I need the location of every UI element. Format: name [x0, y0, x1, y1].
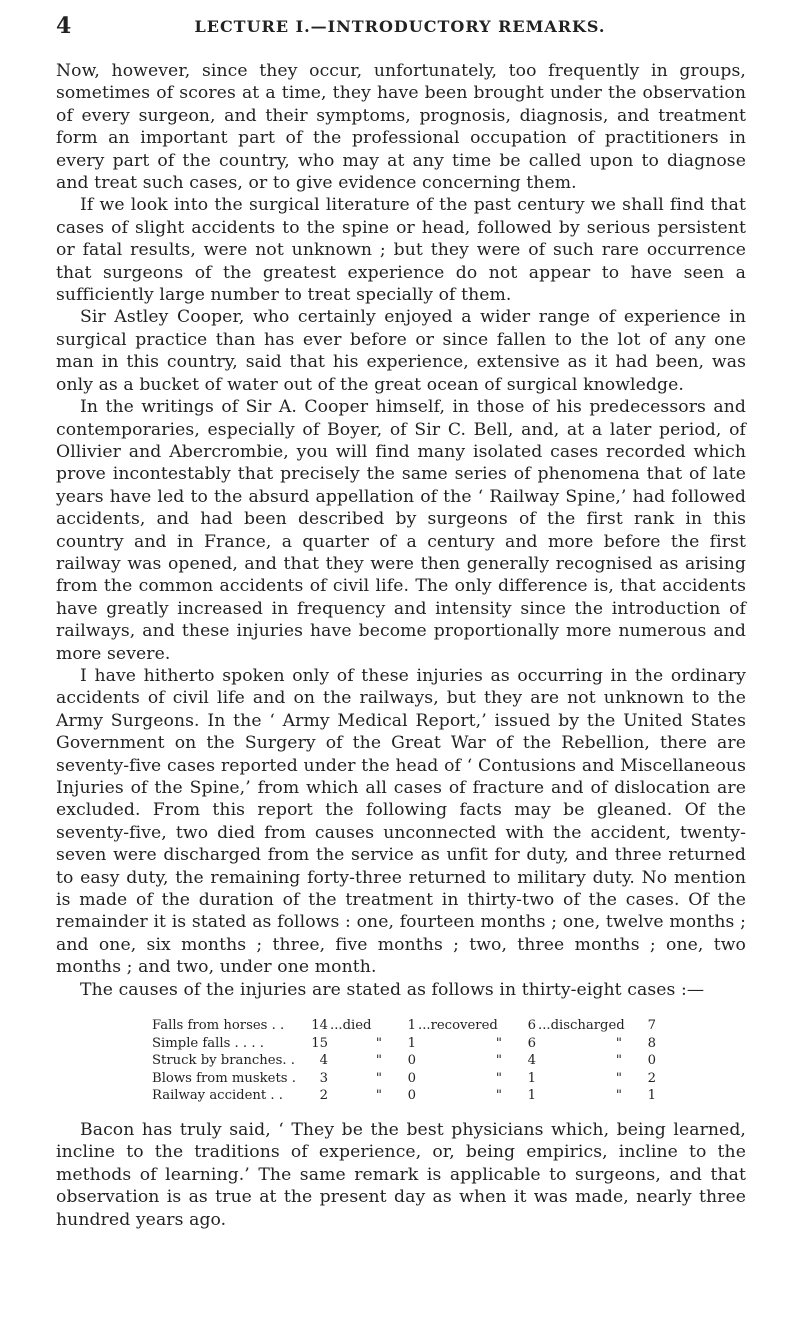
total-count: 2	[319, 1088, 328, 1104]
died-count: 0	[407, 1053, 416, 1069]
died-count: 1	[407, 1035, 416, 1051]
table-row	[152, 1070, 746, 1088]
cause-label: Simple falls . . . .	[152, 1035, 264, 1051]
paragraph: Sir Astley Cooper, who certainly enjoyed a wider range of experience in surgical practice than has ever before or since fallen to the lot of any one man in this country, said that his experience, extensive as it had been, was only as a bucket of water out of the great ocean of surgical knowledge.	[56, 307, 746, 395]
page-number: 4	[56, 13, 72, 39]
discharged-count: 8	[647, 1035, 656, 1051]
discharged-count: 7	[647, 1018, 656, 1034]
ditto-mark: "	[495, 1035, 502, 1051]
died-count: 1	[407, 1018, 416, 1034]
ditto-mark: "	[375, 1088, 382, 1104]
total-count: 3	[319, 1070, 328, 1086]
discharged-word: ...discharged	[538, 1018, 625, 1034]
running-title: LECTURE I.—INTRODUCTORY REMARKS.	[194, 16, 606, 36]
ditto-mark: "	[375, 1070, 382, 1086]
recovered-count: 1	[527, 1070, 536, 1086]
died-count: 0	[407, 1070, 416, 1086]
discharged-count: 2	[647, 1070, 656, 1086]
total-count: 4	[319, 1053, 328, 1069]
table-row	[152, 1052, 746, 1070]
closing-paragraph: Bacon has truly said, ‘ They be the best physicians which, being learned, incline to the traditions of experience, or, being empirics, incline to the methods of learning.’ The same remark is applicable to surgeons, and that observation is as true at the present day as when it was made, nearly three hundred years ago.	[56, 1120, 746, 1230]
recovered-count: 1	[527, 1088, 536, 1104]
table-row	[152, 1017, 746, 1035]
ditto-mark: "	[495, 1053, 502, 1069]
ditto-mark: "	[615, 1070, 622, 1086]
died-count: 0	[407, 1088, 416, 1104]
ditto-mark: "	[375, 1035, 382, 1051]
paragraph: If we look into the surgical literature of the past century we shall find that cases of slight accidents to the spine or head, followed by serious persistent or fatal results, were not unknown ; but they were of such rare occurrence that surgeons of the greatest experience do not appear to have seen a sufficiently large number to treat specially of them.	[56, 195, 746, 306]
recovered-count: 6	[527, 1018, 536, 1034]
ditto-mark: "	[495, 1088, 502, 1104]
died-word: ...died	[330, 1018, 372, 1034]
total-count: 15	[311, 1035, 328, 1051]
discharged-count: 0	[647, 1053, 656, 1069]
total-count: 14	[311, 1018, 328, 1034]
recovered-count: 6	[527, 1035, 536, 1051]
paragraph: Now, however, since they occur, unfortunately, too frequently in groups, sometimes of scores at a time, they have been brought under the observation of every surgeon, and their symptoms, prognosis, diagnosis, and treatment form an important part of the professional occupation of practitioners in every part of the country, who may at any time be called upon to diagnose and treat such cases, or to give evidence concerning them.	[56, 61, 746, 194]
cause-label: Blows from muskets .	[152, 1070, 296, 1086]
table-row	[152, 1087, 746, 1105]
running-head	[56, 8, 744, 44]
ditto-mark: "	[615, 1035, 622, 1051]
ditto-mark: "	[375, 1053, 382, 1069]
paragraph: I have hitherto spoken only of these injuries as occurring in the ordinary accidents of civil life and on the railways, but they are not unknown to the Army Surgeons. In the ‘ Army Medical Report,’ issued by the United States Government on the Surgery of the Great War of the Rebellion, there are seventy-five cases reported under the head of ‘ Contusions and Miscellaneous Injuries of the Spine,’ from which all cases of fracture and of dislocation are excluded. From this report the following facts may be gleaned. Of the seventy-five, two died from causes unconnected with the accident, twenty-seven were discharged from the service as unfit for duty, and three returned to easy duty, the remaining forty-three returned to military duty. No mention is made of the duration of the treatment in thirty-two of the cases. Of the remainder it is stated as follows : one, fourteen months ; one, twelve months ; and one, six months ; three, five months ; two, three months ; one, two months ; and two, under one month.	[56, 665, 746, 978]
cause-label: Falls from horses . .	[152, 1018, 285, 1034]
injury-causes-table	[152, 1017, 746, 1105]
paragraph: The causes of the injuries are stated as follows in thirty-eight cases :—	[80, 979, 705, 1000]
cause-label: Railway accident . .	[152, 1088, 283, 1104]
ditto-mark: "	[615, 1088, 622, 1104]
body-text	[56, 60, 746, 1231]
recovered-count: 4	[527, 1053, 536, 1069]
recovered-word: ...recovered	[418, 1018, 498, 1034]
ditto-mark: "	[615, 1053, 622, 1069]
ditto-mark: "	[495, 1070, 502, 1086]
discharged-count: 1	[647, 1088, 656, 1104]
paragraph: In the writings of Sir A. Cooper himself, in those of his predecessors and contemporaries, especially of Boyer, of Sir C. Bell, and, at a later period, of Ollivier and Abercrombie, you will find many isolated cases recorded which prove incontestably that precisely the same series of phenomena that of late years have led to the absurd appellation of the ‘ Railway Spine,’ had followed accidents, and had been described by surgeons of the first rank in this country and in France, a quarter of a century and more before the first railway was opened, and that they were then generally recognised as arising from the common accidents of civil life. The only difference is, that accidents have greatly increased in frequency and intensity since the introduction of railways, and these injuries have become proportionally more numerous and more severe.	[56, 397, 746, 664]
cause-label: Struck by branches. .	[152, 1053, 295, 1069]
table-row	[152, 1035, 746, 1053]
